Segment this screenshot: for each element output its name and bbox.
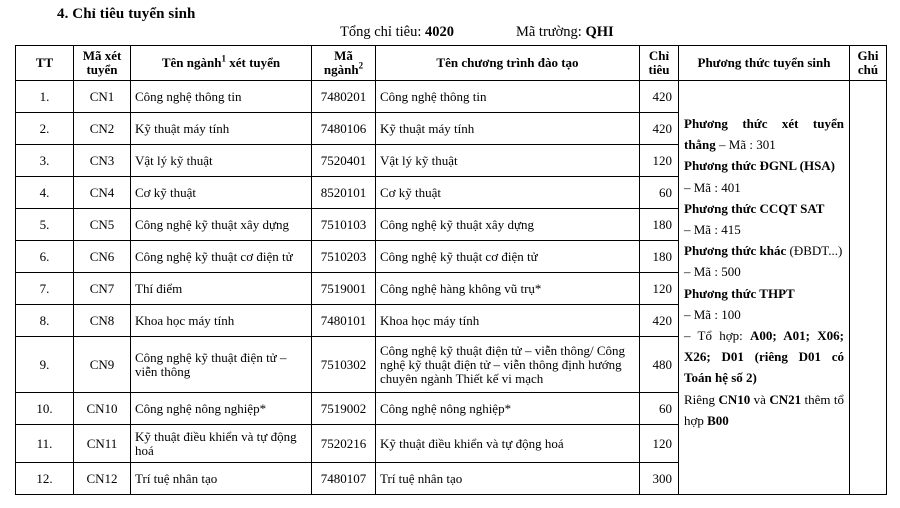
cell-quota: 60 bbox=[640, 177, 679, 209]
cell-name: Kỹ thuật máy tính bbox=[131, 113, 312, 145]
cell-major-code: 7519001 bbox=[312, 273, 376, 305]
method-sat-title: Phương thức CCQT SAT bbox=[684, 200, 825, 216]
cell-code: CN11 bbox=[74, 425, 131, 463]
cell-major-code: 7520216 bbox=[312, 425, 376, 463]
cell-name: Cơ kỹ thuật bbox=[131, 177, 312, 209]
cell-major-code: 7480201 bbox=[312, 81, 376, 113]
cell-program: Công nghệ kỹ thuật cơ điện tử bbox=[376, 241, 640, 273]
cell-tt: 5. bbox=[16, 209, 74, 241]
method-other-code: – Mã : 500 bbox=[684, 264, 741, 280]
cell-program: Kỹ thuật điều khiển và tự động hoá bbox=[376, 425, 640, 463]
school-value: QHI bbox=[585, 24, 614, 40]
cell-tt: 8. bbox=[16, 305, 74, 337]
admission-methods-cell: Phương thức xét tuyển thẳng – Mã : 301 Phương thức ĐGNL (HSA) – Mã : 401 Phương thức CCQT SAT – Mã : 415 Phương thức khác (ĐBDT...) – Mã : 500 Phương thức THPT – Mã : 100 – Tổ hợp: A00; A01; X06; X26; D01 (riêng D01 có Toán hệ số 2) Riêng CN10 và CN21 thêm tổ hợp B00 bbox=[679, 81, 850, 495]
method-sat-code: – Mã : 415 bbox=[684, 222, 741, 238]
cell-quota: 60 bbox=[640, 393, 679, 425]
cell-program: Công nghệ hàng không vũ trụ* bbox=[376, 273, 640, 305]
table-row bbox=[16, 81, 887, 113]
cell-name: Trí tuệ nhân tạo bbox=[131, 463, 312, 495]
total-value: 4020 bbox=[424, 24, 454, 40]
cell-major-code: 7480106 bbox=[312, 113, 376, 145]
cell-program: Cơ kỹ thuật bbox=[376, 177, 640, 209]
cell-major-code: 7510203 bbox=[312, 241, 376, 273]
cell-name: Khoa học máy tính bbox=[131, 305, 312, 337]
cell-code: CN10 bbox=[74, 393, 131, 425]
cell-code: CN6 bbox=[74, 241, 131, 273]
cell-quota: 300 bbox=[640, 463, 679, 495]
cell-major-code: 7480107 bbox=[312, 463, 376, 495]
cell-program: Khoa học máy tính bbox=[376, 305, 640, 337]
cell-tt: 9. bbox=[16, 337, 74, 393]
cell-name: Công nghệ thông tin bbox=[131, 81, 312, 113]
cell-quota: 480 bbox=[640, 337, 679, 393]
header-program: Tên chương trình đào tạo bbox=[376, 46, 640, 81]
method-other-title: Phương thức khác bbox=[684, 243, 787, 259]
cell-quota: 180 bbox=[640, 209, 679, 241]
cell-program: Kỹ thuật máy tính bbox=[376, 113, 640, 145]
cell-tt: 12. bbox=[16, 463, 74, 495]
cell-name: Kỹ thuật điều khiển và tự động hoá bbox=[131, 425, 312, 463]
method-hsa-title: Phương thức ĐGNL (HSA) bbox=[684, 158, 836, 174]
quota-table bbox=[15, 45, 887, 495]
cell-major-code: 7519002 bbox=[312, 393, 376, 425]
method-hsa-code: – Mã : 401 bbox=[684, 179, 741, 195]
school-label: Mã trường: bbox=[515, 24, 586, 40]
cell-quota: 420 bbox=[640, 81, 679, 113]
cell-quota: 120 bbox=[640, 273, 679, 305]
cell-program: Trí tuệ nhân tạo bbox=[376, 463, 640, 495]
cell-code: CN12 bbox=[74, 463, 131, 495]
section-title: 4. Chỉ tiêu tuyển sinh bbox=[57, 6, 196, 22]
cell-name: Công nghệ kỹ thuật xây dựng bbox=[131, 209, 312, 241]
cell-code: CN4 bbox=[74, 177, 131, 209]
special-major-b: CN21 bbox=[769, 391, 802, 407]
cell-name: Công nghệ kỹ thuật cơ điện tử bbox=[131, 241, 312, 273]
combo-list: A00; A01; X06; X26; D01 (riêng D01 có Toán hệ số 2) bbox=[684, 328, 844, 386]
cell-code: CN2 bbox=[74, 113, 131, 145]
cell-quota: 120 bbox=[640, 425, 679, 463]
cell-name: Vật lý kỹ thuật bbox=[131, 145, 312, 177]
cell-quota: 120 bbox=[640, 145, 679, 177]
cell-major-code: 7510103 bbox=[312, 209, 376, 241]
cell-major-code: 8520101 bbox=[312, 177, 376, 209]
special-major-a: CN10 bbox=[718, 391, 751, 407]
special-combo: B00 bbox=[707, 412, 729, 428]
header-major-code: Mã ngành$^2$ bbox=[312, 46, 376, 81]
cell-tt: 7. bbox=[16, 273, 74, 305]
cell-code: CN3 bbox=[74, 145, 131, 177]
cell-name: Công nghệ nông nghiệp* bbox=[131, 393, 312, 425]
method-direct-code: – Mã : 301 bbox=[715, 137, 776, 153]
cell-major-code: 7520401 bbox=[312, 145, 376, 177]
cell-quota: 420 bbox=[640, 113, 679, 145]
note-cell bbox=[850, 81, 887, 495]
cell-code: CN9 bbox=[74, 337, 131, 393]
cell-tt: 2. bbox=[16, 113, 74, 145]
cell-code: CN1 bbox=[74, 81, 131, 113]
cell-major-code: 7510302 bbox=[312, 337, 376, 393]
method-direct-title: Phương thức xét tuyển thẳng bbox=[684, 116, 844, 153]
header-code: Mã xét tuyển bbox=[74, 46, 131, 81]
cell-tt: 4. bbox=[16, 177, 74, 209]
cell-program: Công nghệ nông nghiệp* bbox=[376, 393, 640, 425]
cell-program: Công nghệ kỹ thuật xây dựng bbox=[376, 209, 640, 241]
combo-prefix: – Tổ hợp: bbox=[684, 328, 751, 344]
cell-major-code: 7480101 bbox=[312, 305, 376, 337]
cell-program: Công nghệ kỹ thuật điện tử – viễn thông/ Công nghệ kỹ thuật điện tử – viễn thông định hướng chuyên ngành Thiết kế vi mạch bbox=[376, 337, 640, 393]
cell-quota: 180 bbox=[640, 241, 679, 273]
header-quota: Chỉ tiêu bbox=[640, 46, 679, 81]
cell-name: Thí điểm bbox=[131, 273, 312, 305]
header-row bbox=[16, 46, 887, 81]
cell-quota: 420 bbox=[640, 305, 679, 337]
total-label: Tổng chỉ tiêu: bbox=[340, 24, 425, 40]
cell-tt: 6. bbox=[16, 241, 74, 273]
cell-tt: 10. bbox=[16, 393, 74, 425]
method-thpt-title: Phương thức THPT bbox=[684, 285, 795, 301]
header-tt: TT bbox=[16, 46, 74, 81]
method-thpt-code: – Mã : 100 bbox=[684, 306, 741, 322]
cell-code: CN7 bbox=[74, 273, 131, 305]
cell-name: Công nghệ kỹ thuật điện tử – viễn thông bbox=[131, 337, 312, 393]
method-other-extra: (ĐBDT...) bbox=[786, 243, 843, 259]
cell-program: Công nghệ thông tin bbox=[376, 81, 640, 113]
cell-code: CN5 bbox=[74, 209, 131, 241]
header-method: Phương thức tuyển sinh bbox=[679, 46, 850, 81]
header-note: Ghi chú bbox=[850, 46, 887, 81]
header-major-name: Tên ngành$^1$ xét tuyển bbox=[131, 46, 312, 81]
cell-tt: 3. bbox=[16, 145, 74, 177]
cell-tt: 1. bbox=[16, 81, 74, 113]
cell-tt: 11. bbox=[16, 425, 74, 463]
cell-program: Vật lý kỹ thuật bbox=[376, 145, 640, 177]
summary-line bbox=[340, 24, 614, 41]
cell-code: CN8 bbox=[74, 305, 131, 337]
